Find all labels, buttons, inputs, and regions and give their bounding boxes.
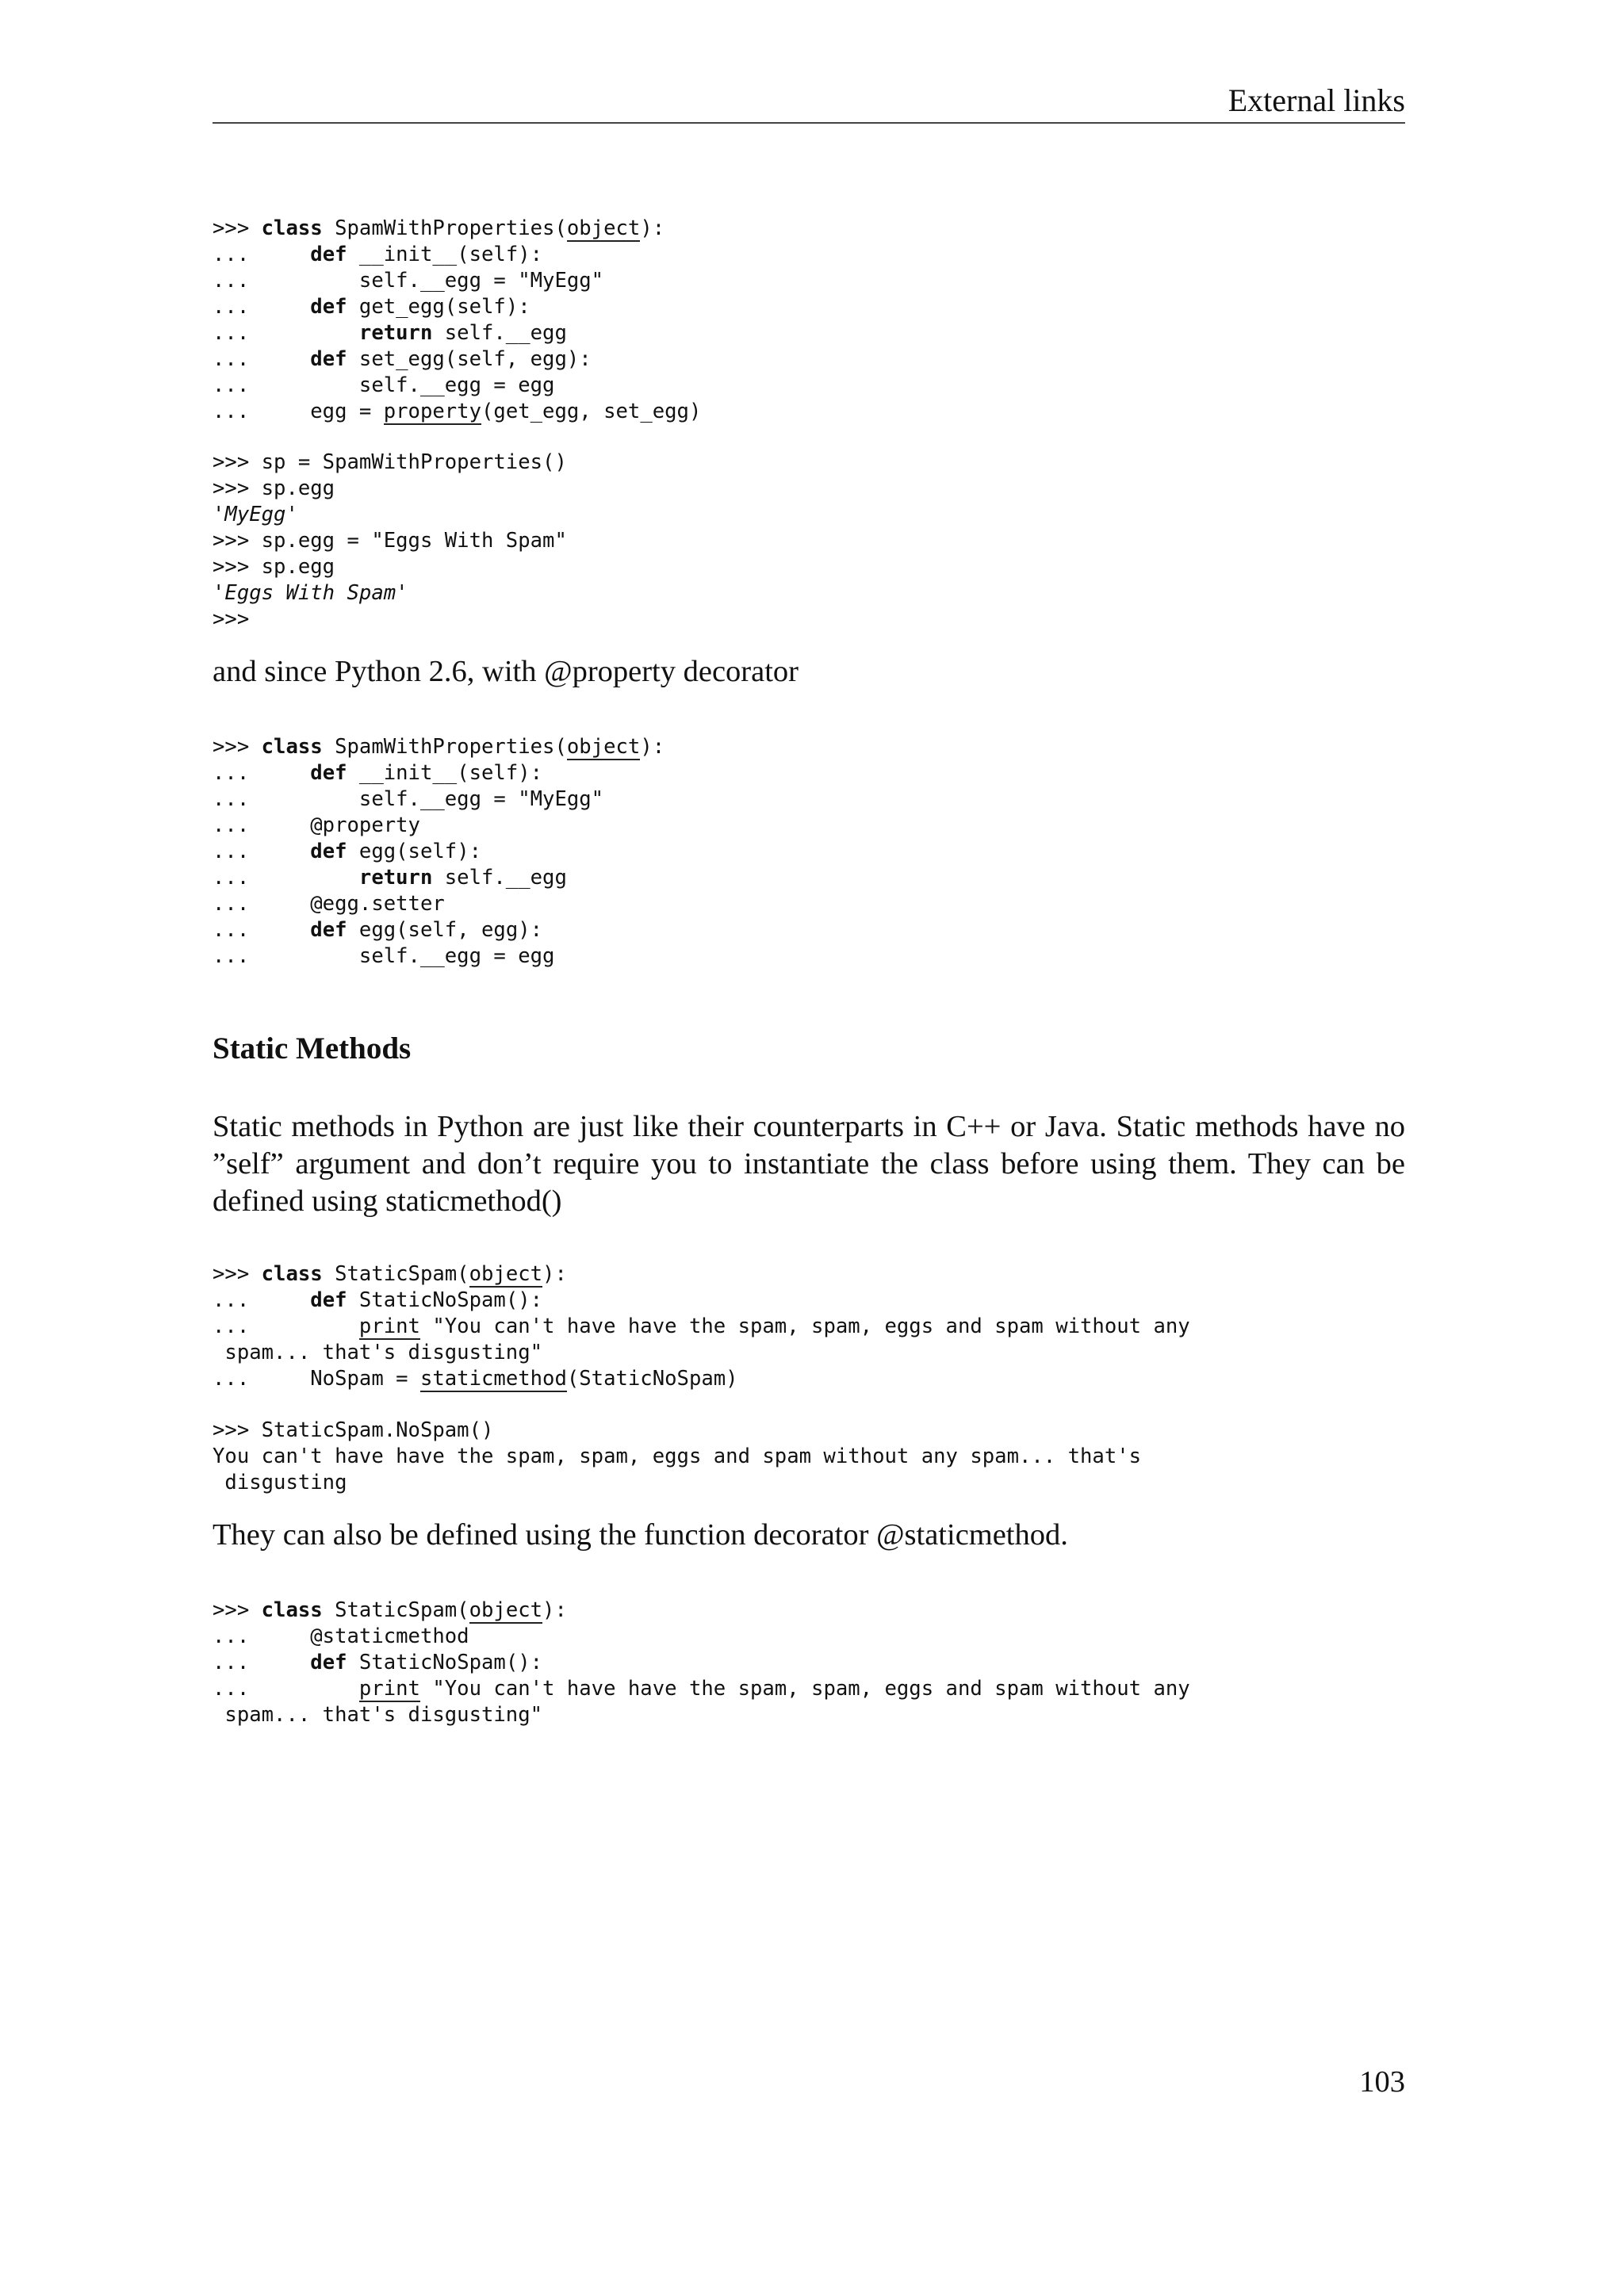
code-block-staticmethod <box>213 1261 1405 1392</box>
code-line: >>> class StaticSpam(object): <box>213 1262 567 1286</box>
header-title: External links <box>1228 82 1405 118</box>
code-block-class-definition <box>213 216 1405 425</box>
paragraph-text: Static methods in Python are just like their counterparts in C++ or Java. Static methods have no ”self” argument and don’t require you to instantiate the class before using them. They can be defined using staticmethod() <box>213 1110 1405 1218</box>
code-line: ... def StaticNoSpam(): <box>213 1288 543 1312</box>
code-line: >>> class SpamWithProperties(object): <box>213 216 665 240</box>
code-block-usage <box>213 450 1405 633</box>
code-line: >>> class StaticSpam(object): <box>213 1598 567 1622</box>
code-line: spam... that's disgusting" <box>213 1703 543 1727</box>
code-line: ... egg = property(get_egg, set_egg) <box>213 400 702 423</box>
section-heading-text: Static Methods <box>213 1031 412 1066</box>
code-output: 'Eggs With Spam' <box>213 581 408 605</box>
paragraph <box>213 653 1405 691</box>
code-line: ... self.__egg = "MyEgg" <box>213 787 604 811</box>
code-line: ... return self.__egg <box>213 321 567 345</box>
code-line: >>> sp = SpamWithProperties() <box>213 450 567 474</box>
code-block-property-decorator <box>213 734 1405 970</box>
code-line: ... return self.__egg <box>213 866 567 890</box>
code-output: You can't have have the spam, spam, eggs and spam without any spam... that's <box>213 1445 1142 1468</box>
code-line: ... self.__egg = egg <box>213 373 555 397</box>
code-block-staticmethod-call <box>213 1418 1405 1496</box>
code-line: ... @staticmethod <box>213 1624 469 1648</box>
code-line: >>> sp.egg = "Eggs With Spam" <box>213 529 567 553</box>
page-number <box>213 2063 1405 2101</box>
code-line: ... @property <box>213 813 420 837</box>
code-line: ... self.__egg = egg <box>213 944 555 968</box>
code-line: ... def egg(self, egg): <box>213 918 543 942</box>
code-line: ... @egg.setter <box>213 892 445 916</box>
code-line: ... def set_egg(self, egg): <box>213 347 592 371</box>
running-header <box>213 79 1405 124</box>
code-line: ... def get_egg(self): <box>213 295 530 319</box>
code-block-staticmethod-decorator <box>213 1598 1405 1728</box>
code-line: ... def __init__(self): <box>213 761 543 785</box>
code-line: >>> StaticSpam.NoSpam() <box>213 1418 494 1442</box>
code-line: ... NoSpam = staticmethod(StaticNoSpam) <box>213 1367 738 1391</box>
code-line: ... def egg(self): <box>213 840 482 863</box>
code-line: >>> class SpamWithProperties(object): <box>213 735 665 759</box>
paragraph-text: and since Python 2.6, with @property decorator <box>213 655 799 688</box>
paragraph <box>213 1108 1405 1220</box>
paragraph <box>213 1517 1405 1554</box>
code-line: ... def StaticNoSpam(): <box>213 1651 543 1674</box>
page-number-text: 103 <box>1359 2065 1405 2099</box>
code-line: spam... that's disgusting" <box>213 1341 543 1364</box>
code-line: >>> sp.egg <box>213 476 335 500</box>
code-line: >>> sp.egg <box>213 555 335 579</box>
code-line: ... self.__egg = "MyEgg" <box>213 269 604 293</box>
code-output: disgusting <box>213 1471 347 1494</box>
paragraph-text: They can also be defined using the function decorator @staticmethod. <box>213 1518 1068 1552</box>
code-output: 'MyEgg' <box>213 503 298 526</box>
section-heading <box>213 1029 1405 1069</box>
code-line: ... print "You can't have have the spam, spam, eggs and spam without any <box>213 1677 1190 1701</box>
code-line: ... def __init__(self): <box>213 243 543 266</box>
code-line: >>> <box>213 607 250 631</box>
code-line: ... print "You can't have have the spam, spam, eggs and spam without any <box>213 1314 1190 1338</box>
